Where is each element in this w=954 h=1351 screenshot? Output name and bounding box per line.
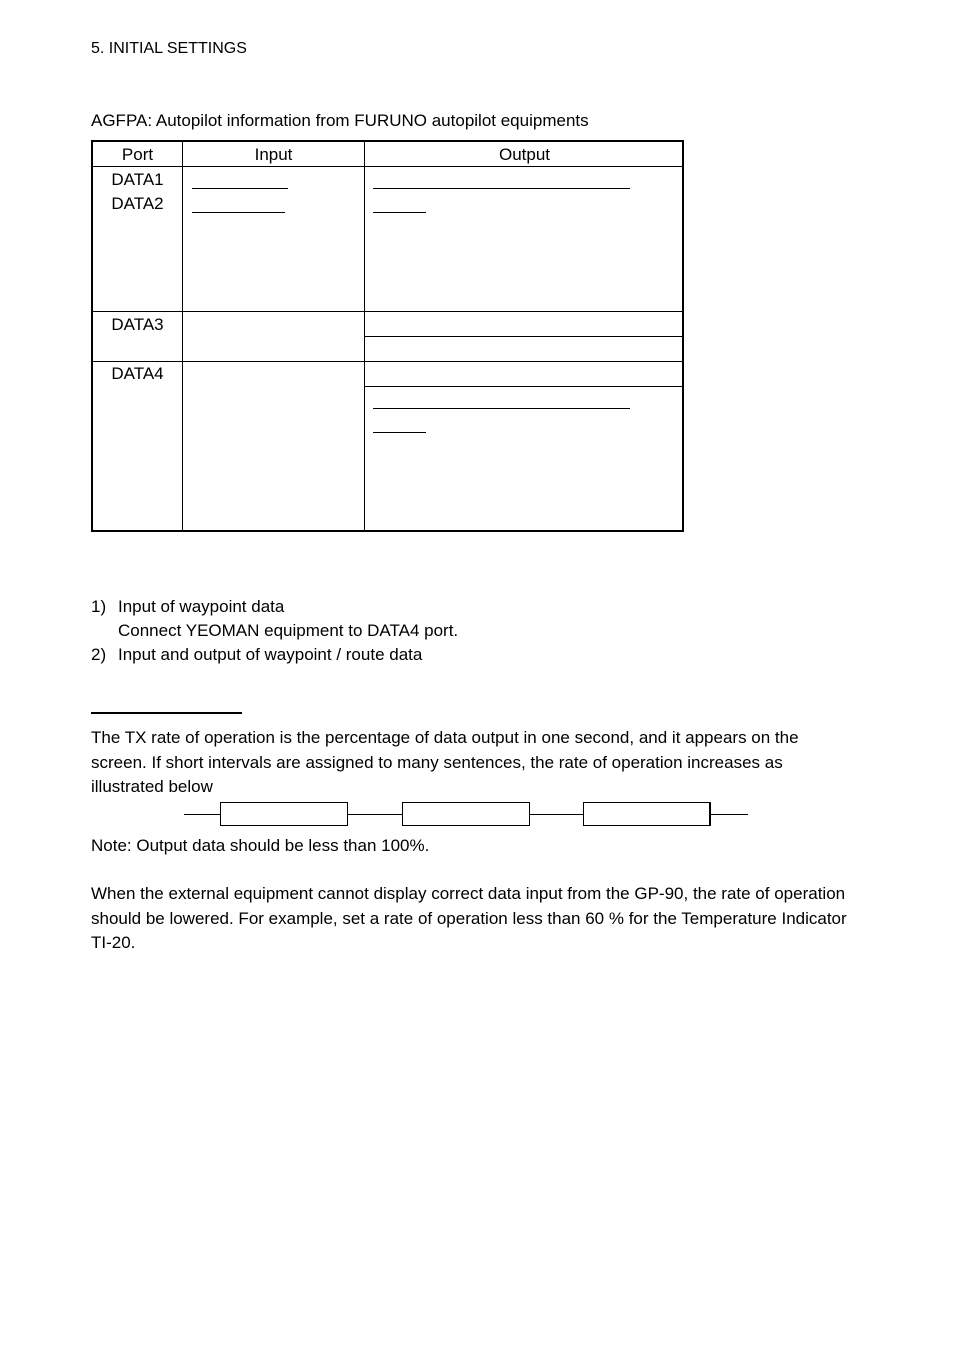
port-table [91, 140, 684, 532]
input-underline-data1 [192, 188, 288, 189]
note-1-subtext: Connect YEOMAN equipment to DATA4 port. [118, 621, 459, 640]
note-1 [91, 597, 285, 617]
row-divider-data3-output [365, 336, 682, 337]
section-header: 5. INITIAL SETTINGS [91, 40, 247, 57]
note-2 [91, 645, 423, 665]
header-port: Port [121, 145, 154, 164]
lower-rate-paragraph: When the external equipment cannot display correct data input from the GP-90, the rate of operation should be lowered. For example, set a rate of operation less than 60 % for the Temperature Indicator TI-20. [91, 884, 847, 952]
header-row-divider [93, 166, 682, 167]
illustration-box-3 [583, 802, 711, 826]
illustration-line-left [184, 814, 220, 815]
output-underline-data4-a [373, 408, 630, 409]
port-data3: DATA3 [111, 315, 164, 334]
note-2-text: Input and output of waypoint / route data [118, 645, 423, 664]
output-underline-data4-b [373, 432, 426, 433]
illustration-line-2 [530, 814, 583, 815]
row-divider-2 [93, 361, 682, 362]
note-2-number: 2) [91, 645, 107, 664]
output-underline-data1 [373, 188, 630, 189]
output-underline-data2 [373, 212, 426, 213]
illustration-box-2 [402, 802, 530, 826]
port-data2: DATA2 [111, 194, 164, 213]
note-1-text: Input of waypoint data [118, 597, 285, 616]
col-divider-1 [182, 142, 183, 530]
tx-rate-paragraph: The TX rate of operation is the percentage of data output in one second, and it appears on the screen. If short intervals are assigned to many sentences, the rate of operation increases as illustrated below [91, 728, 799, 796]
port-data1: DATA1 [111, 170, 164, 189]
header-output: Output [498, 145, 551, 164]
input-underline-data2 [192, 212, 285, 213]
section-rule [91, 712, 242, 714]
note-1-number: 1) [91, 597, 107, 616]
illustration-line-right [711, 814, 748, 815]
row-divider-data4-output [365, 386, 682, 387]
output-note: Note: Output data should be less than 100%. [91, 836, 430, 855]
table-caption: AGFPA: Autopilot information from FURUNO autopilot equipments [91, 111, 589, 130]
row-divider-1 [93, 311, 682, 312]
illustration-line-1 [348, 814, 402, 815]
header-input: Input [254, 145, 293, 164]
port-data4: DATA4 [111, 364, 164, 383]
illustration-box-1 [220, 802, 348, 826]
